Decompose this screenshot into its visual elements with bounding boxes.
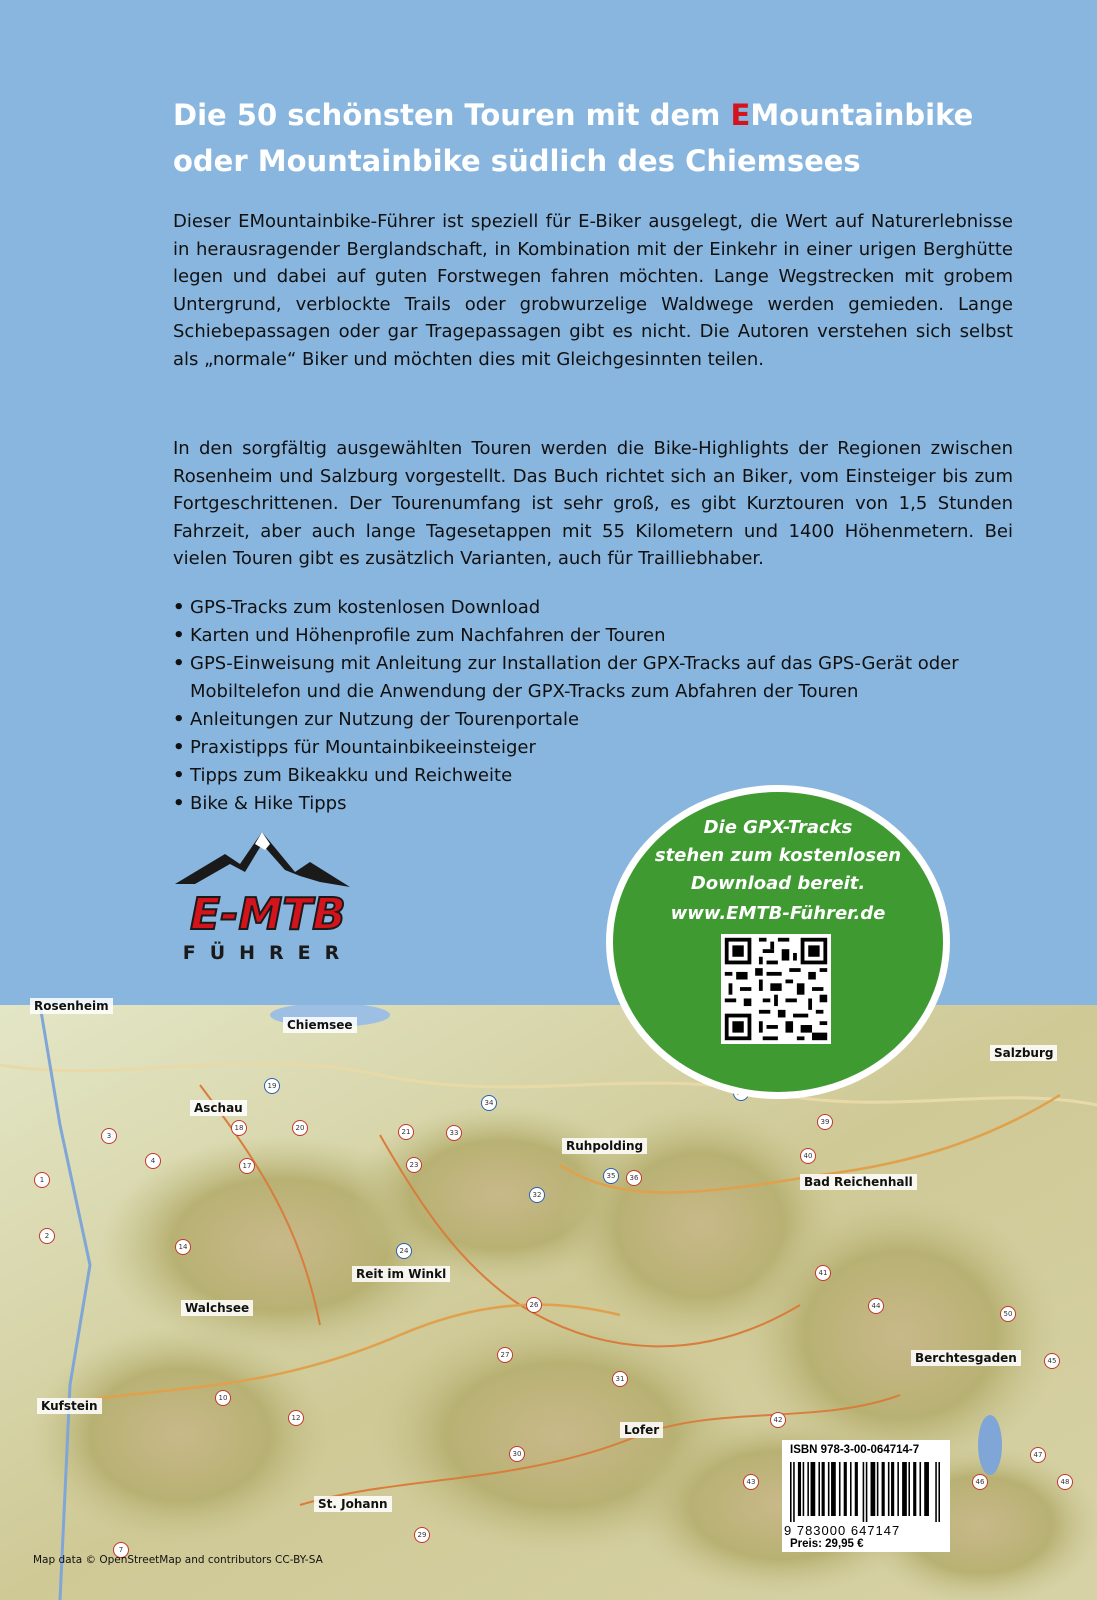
badge-text xyxy=(613,814,943,928)
place-label: Bad Reichenhall xyxy=(800,1174,917,1190)
place-label: Ruhpolding xyxy=(562,1138,647,1154)
tour-marker: 4 xyxy=(145,1153,161,1169)
barcode-digits: 9 783000 647147 xyxy=(784,1523,901,1538)
headline-line2: oder Mountainbike südlich des Chiemsees xyxy=(173,144,861,178)
tour-marker: 20 xyxy=(292,1120,308,1136)
feature-item: • GPS-Tracks zum kostenlosen Download xyxy=(173,594,1003,622)
qr-code-icon[interactable] xyxy=(721,934,831,1044)
isbn-barcode-box xyxy=(782,1440,950,1552)
tour-marker: 17 xyxy=(239,1158,255,1174)
badge-line: Download bereit. xyxy=(690,873,866,894)
place-label: Kufstein xyxy=(37,1398,102,1414)
tour-marker: 2 xyxy=(39,1228,55,1244)
badge-line: stehen zum kostenlosen xyxy=(654,845,902,866)
place-label: Salzburg xyxy=(990,1045,1057,1061)
headline-part1: Die 50 schönsten Touren mit dem xyxy=(173,98,731,132)
tour-marker: 32 xyxy=(529,1187,545,1203)
tour-marker: 3 xyxy=(101,1128,117,1144)
tour-marker: 45 xyxy=(1044,1353,1060,1369)
feature-list xyxy=(173,594,1003,818)
headline-part2: Mountainbike xyxy=(750,98,974,132)
tour-marker: 27 xyxy=(497,1347,513,1363)
tour-marker: 26 xyxy=(526,1297,542,1313)
tour-marker: 21 xyxy=(398,1124,414,1140)
feature-item: • Bike & Hike Tipps xyxy=(173,790,1003,818)
tour-marker: 30 xyxy=(509,1446,525,1462)
tour-marker: 47 xyxy=(1030,1447,1046,1463)
tour-marker: 48 xyxy=(1057,1474,1073,1490)
place-label: St. Johann xyxy=(314,1496,392,1512)
logo-main-text: E-MTB xyxy=(190,889,346,940)
feature-item: • Karten und Höhenprofile zum Nachfahren der Touren xyxy=(173,622,1003,650)
tour-marker: 46 xyxy=(972,1474,988,1490)
tour-marker: 41 xyxy=(815,1265,831,1281)
tour-marker: 18 xyxy=(231,1120,247,1136)
place-label: Rosenheim xyxy=(30,998,113,1014)
barcode-icon xyxy=(790,1462,940,1522)
isbn-label: ISBN 978-3-00-064714-7 xyxy=(790,1444,920,1456)
tour-marker: 44 xyxy=(868,1298,884,1314)
tour-marker: 33 xyxy=(446,1125,462,1141)
tour-marker: 36 xyxy=(626,1170,642,1186)
tour-marker: 14 xyxy=(175,1239,191,1255)
price-label: Preis: 29,95 € xyxy=(790,1538,864,1550)
tour-marker: 40 xyxy=(800,1148,816,1164)
tour-marker: 29 xyxy=(414,1527,430,1543)
tour-marker: 12 xyxy=(288,1410,304,1426)
feature-item: • Anleitungen zur Nutzung der Tourenportale xyxy=(173,706,1003,734)
tour-marker: 42 xyxy=(770,1412,786,1428)
feature-item: • Tipps zum Bikeakku und Reichweite xyxy=(173,762,1003,790)
headline-e-highlight: E xyxy=(730,98,751,132)
tour-marker: 35 xyxy=(603,1168,619,1184)
place-label: Walchsee xyxy=(181,1300,253,1316)
gpx-download-badge xyxy=(606,785,950,1099)
tour-marker: 19 xyxy=(264,1078,280,1094)
tour-marker: 43 xyxy=(743,1474,759,1490)
tour-marker: 39 xyxy=(817,1114,833,1130)
intro-paragraph: Dieser EMountainbike-Führer ist speziell für E-Biker ausgelegt, die Wert auf Naturerlebnisse in herausragender Berglandschaft, in Kombination mit der Einkehr in einer urigen Berghütte legen und dabei auf guten Forstwegen fahren möchten. Lange Wegstrecken mit grobem Untergrund, verblockte Trails oder grobwurzelige Waldwege werden gemieden. Lange Schiebepassagen oder gar Tragepassagen gibt es nicht. Die Autoren verstehen sich selbst als „normale“ Biker und möchten dies mit Gleichgesinnten teilen. xyxy=(173,211,1013,370)
tour-marker: 50 xyxy=(1000,1306,1016,1322)
badge-line: Die GPX-Tracks xyxy=(703,817,853,838)
logo-sub-text: FÜHRER xyxy=(182,942,354,964)
tour-marker: 7 xyxy=(113,1542,129,1558)
place-label: Aschau xyxy=(190,1100,247,1116)
tour-marker: 31 xyxy=(612,1371,628,1387)
badge-url[interactable]: www.EMTB-Führer.de xyxy=(670,903,886,924)
emtb-logo xyxy=(170,832,365,982)
tour-marker: 24 xyxy=(396,1243,412,1259)
place-label: Reit im Winkl xyxy=(352,1266,450,1282)
tour-marker: 10 xyxy=(215,1390,231,1406)
place-label: Lofer xyxy=(620,1422,663,1438)
tour-marker: 23 xyxy=(406,1157,422,1173)
place-label: Chiemsee xyxy=(283,1017,357,1033)
map-credit: Map data © OpenStreetMap and contributors CC-BY-SA xyxy=(33,1554,323,1566)
book-headline xyxy=(173,92,1033,184)
feature-item: • Praxistipps für Mountainbikeeinsteiger xyxy=(173,734,1003,762)
feature-item: • GPS-Einweisung mit Anleitung zur Installation der GPX-Tracks auf das GPS-Gerät oder Mobiltelefon und die Anwendung der GPX-Tracks zum Abfahren der Touren xyxy=(173,650,1003,706)
place-label: Berchtesgaden xyxy=(911,1350,1021,1366)
tour-marker: 1 xyxy=(34,1172,50,1188)
region-paragraph: In den sorgfältig ausgewählten Touren werden die Bike-Highlights der Regionen zwischen Rosenheim und Salzburg vorgestellt. Das Buch richtet sich an Biker, vom Einsteiger bis zum Fortgeschrittenen. Der Tourenumfang ist sehr groß, es gibt Kurztouren von 1,5 Stunden Fahrzeit, aber auch lange Tagesetappen mit 55 Kilometern und 1400 Höhenmetern. Bei vielen Touren gibt es zusätzlich Varianten, auch für Trailliebhaber. xyxy=(173,438,1013,569)
tour-marker: 34 xyxy=(481,1095,497,1111)
